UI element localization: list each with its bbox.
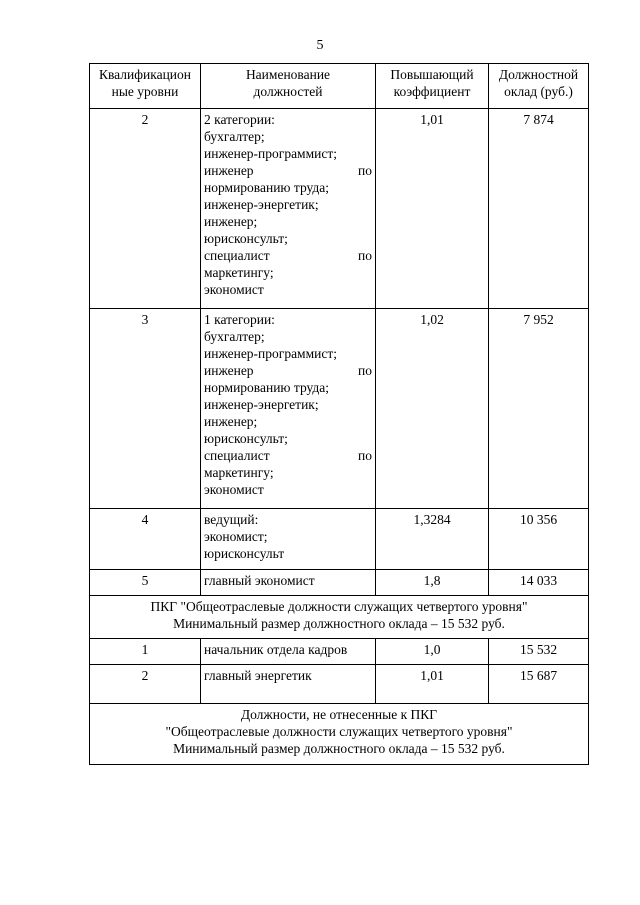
position-word: специалист	[204, 248, 270, 263]
cell-level: 2	[90, 665, 201, 704]
position-line-justified	[204, 162, 372, 179]
group-heading-line: ПКГ "Общеотраслевые должности служащих четвертого уровня"	[150, 599, 528, 614]
cell-level: 1	[90, 639, 201, 665]
group-heading-line: "Общеотраслевые должности служащих четвертого уровня"	[165, 724, 513, 739]
position-word: инженер	[204, 363, 254, 378]
cell-level: 3	[90, 309, 201, 509]
position-line: инженер-программист;	[204, 346, 338, 361]
table-header-row	[90, 64, 589, 109]
position-line: 2 категории:	[204, 112, 275, 127]
position-line: экономист	[204, 282, 264, 297]
position-line: главный экономист	[204, 573, 315, 588]
cell-level: 4	[90, 509, 201, 570]
header-name-line2: должностей	[253, 84, 323, 99]
cell-level: 5	[90, 570, 201, 596]
page-number: 5	[316, 38, 324, 53]
cell-positions	[201, 570, 376, 596]
position-line: инженер;	[204, 214, 258, 229]
position-line: экономист	[204, 482, 264, 497]
position-line: инженер-программист;	[204, 146, 338, 161]
cell-salary: 15 687	[489, 665, 589, 704]
header-salary-line1: Должностной	[498, 67, 579, 82]
cell-salary: 7 952	[489, 309, 589, 509]
group-heading-row	[90, 704, 589, 765]
group-heading-row	[90, 596, 589, 639]
cell-positions	[201, 309, 376, 509]
cell-coef: 1,01	[376, 665, 489, 704]
position-line: инженер;	[204, 414, 258, 429]
position-word: по	[358, 363, 372, 378]
header-name	[201, 64, 376, 109]
cell-coef: 1,01	[376, 109, 489, 309]
position-line: бухгалтер;	[204, 129, 265, 144]
position-line: юрисконсульт	[204, 546, 285, 561]
header-level	[90, 64, 201, 109]
table-row	[90, 309, 589, 509]
cell-coef: 1,3284	[376, 509, 489, 570]
table-row	[90, 639, 589, 665]
position-line: инженер-энергетик;	[204, 197, 319, 212]
header-level-line2: ные уровни	[111, 84, 179, 99]
group-heading	[90, 704, 589, 765]
cell-salary: 14 033	[489, 570, 589, 596]
position-line-justified	[204, 447, 372, 464]
position-line: инженер-энергетик;	[204, 397, 319, 412]
header-coef	[376, 64, 489, 109]
position-line: экономист;	[204, 529, 268, 544]
header-name-line1: Наименование	[245, 67, 331, 82]
position-line: 1 категории:	[204, 312, 275, 327]
cell-salary: 10 356	[489, 509, 589, 570]
cell-positions	[201, 109, 376, 309]
position-word: инженер	[204, 163, 254, 178]
position-line: маркетингу;	[204, 465, 274, 480]
position-line: нормированию труда;	[204, 380, 330, 395]
position-line: юрисконсульт;	[204, 431, 288, 446]
cell-positions: главный энергетик	[201, 665, 376, 704]
header-level-line1: Квалификацион	[98, 67, 191, 82]
table-row	[90, 109, 589, 309]
position-word: специалист	[204, 448, 270, 463]
cell-level: 2	[90, 109, 201, 309]
cell-salary: 15 532	[489, 639, 589, 665]
position-line: бухгалтер;	[204, 329, 265, 344]
cell-salary: 7 874	[489, 109, 589, 309]
group-heading-line: Минимальный размер должностного оклада – 15 532 руб.	[173, 616, 505, 631]
position-line-justified	[204, 247, 372, 264]
table-row	[90, 665, 589, 704]
group-heading	[90, 596, 589, 639]
position-line: нормированию труда;	[204, 180, 330, 195]
cell-positions: начальник отдела кадров	[201, 639, 376, 665]
position-line: маркетингу;	[204, 265, 274, 280]
cell-coef: 1,0	[376, 639, 489, 665]
header-salary	[489, 64, 589, 109]
group-heading-line: Должности, не отнесенные к ПКГ	[240, 707, 438, 722]
salary-table	[89, 63, 589, 765]
table-row	[90, 509, 589, 570]
position-word: по	[358, 163, 372, 178]
position-word: по	[358, 448, 372, 463]
cell-coef: 1,02	[376, 309, 489, 509]
header-salary-line2: оклад (руб.)	[504, 84, 573, 99]
position-line: ведущий:	[204, 512, 259, 527]
header-coef-line1: Повышающий	[390, 67, 474, 82]
header-coef-line2: коэффициент	[393, 84, 471, 99]
position-line: юрисконсульт;	[204, 231, 288, 246]
table-row	[90, 570, 589, 596]
group-heading-line: Минимальный размер должностного оклада – 15 532 руб.	[173, 741, 505, 756]
position-line-justified	[204, 362, 372, 379]
cell-positions	[201, 509, 376, 570]
position-word: по	[358, 248, 372, 263]
cell-coef: 1,8	[376, 570, 489, 596]
